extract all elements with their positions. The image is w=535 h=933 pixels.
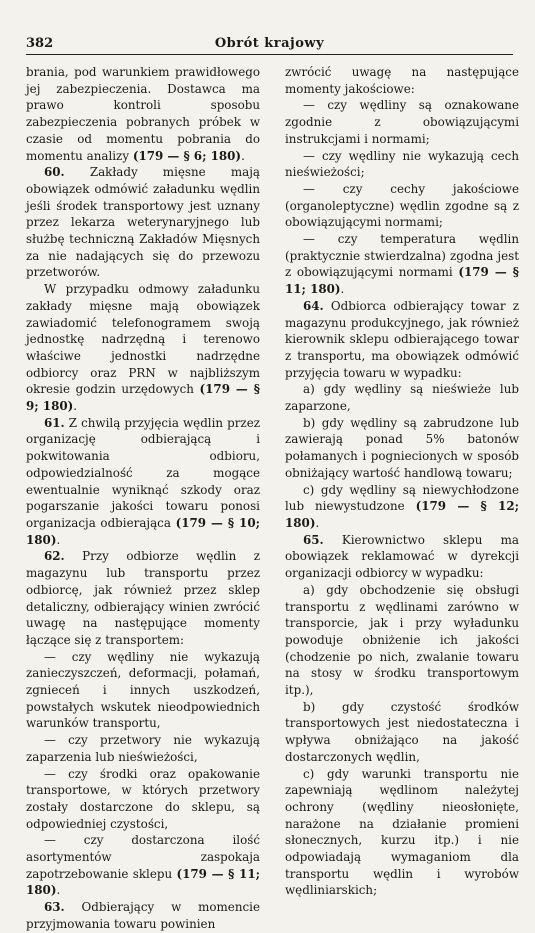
paragraph: zwrócić uwagę na następujące momenty jakościowe: [285,65,519,96]
list-item: b) gdy czystość środków transportowych jest niedostateczna i wpływa obniżająco na jakość dostarczonych wędlin, [285,699,519,764]
list-item: — czy wędliny nie wykazują zanieczyszczeń, deformacji, połamań, zgnieceń i innych uszkodzeń, powstałych wskutek nieodpowiednich warunków transportu, [26,649,260,731]
right-column [285,64,519,899]
list-item: — czy dostarczona ilość asortymentów zaspokaja zapotrzebowanie sklepu (179 — § 11; 180). [26,833,260,898]
list-item: — czy wędliny są oznakowane zgodnie z obowiązującymi instrukcjami i normami; [285,98,519,146]
list-item: — czy środki oraz opakowanie transportowe, w których przetwory zostały dostarczone do sklepu, są odpowiedniej czystości, [26,766,260,831]
list-item: — czy przetwory nie wykazują zaparzenia lub nieświeżości, [26,733,260,764]
paragraph: 62. Przy odbiorze wędlin z magazynu lub transportu przez odbiorcę, jak również przez sklep detaliczny, odbierający winien zwrócić uwagę na następujące momenty łączące się z transportem: [26,549,260,647]
paragraph: 63. Odbierający w momencie przyjmowania towaru powinien [26,900,260,931]
list-item: a) gdy obchodzenie się obsługi transportu z wędlinami zarówno w transporcie, jak i przy wyładunku powoduje obniżenie ich jakości (chodzenie po nich, zwalanie towaru na stosy w środku transportowym itp.), [285,582,519,698]
page-number: 382 [26,36,54,51]
left-column [26,64,260,933]
paragraph: 65. Kierownictwo sklepu ma obowiązek reklamować w dyrekcji organizacji odbiorcy w wypadku: [285,532,519,581]
paragraph: 64. Odbiorca odbierający towar z magazynu produkcyjnego, jak również kierownik sklepu odbierającego towar z transportu, ma obowiązek odmówić przyjęcia towaru w wypadku: [285,298,519,380]
paragraph: 60. Zakłady mięsne mają obowiązek odmówić załadunku wędlin jeśli środek transportowy jest uznany przez lekarza weterynaryjnego lub służbę techniczną Zakładów Mięsnych za nie nadających się do przewozu przetworów. [26,165,260,280]
list-item: — czy temperatura wędlin (praktycznie stwierdzalna) zgodna jest z obowiązującymi normami (179 — § 11; 180). [285,232,519,297]
list-item: c) gdy warunki transportu nie zapewniają wędlinom należytej ochrony (wędliny nieosłonięte, narażone na działanie promieni słonecznych, kurzu itp.) i nie odpowiadają wymaganiom dla transportu wędlin i wyrobów wędliniarskich; [285,766,519,898]
list-item: a) gdy wędliny są nieświeże lub zaparzone, [285,382,519,414]
list-item: — czy cechy jakościowe (organoleptyczne) wędlin zgodne są z obowiązującymi normami; [285,181,519,230]
running-title: Obrót krajowy [214,36,325,51]
paragraph: brania, pod warunkiem prawidłowego jej zabezpieczenia. Dostawca ma prawo kontroli sposobu zabezpieczenia pobranych próbek w czasie od momentu pobrania do momentu analizy (179 — § 6; 180). [26,65,260,163]
paragraph: W przypadku odmowy załadunku zakłady mięsne mają obowiązek zawiadomić telefonogramem swoją jednostkę nadrzędną i terenowo właściwe jednostki nadrzędne odbiorcy oraz PRN w najbliższym okresie godzin urzędowych (179 — § 9; 180). [26,282,260,414]
paragraph: 61. Z chwilą przyjęcia wędlin przez organizację odbierającą i pokwitowania odbioru, odpowiedzialność za mogące ewentualnie wyniknąć szkody oraz pogarszanie jakości towaru ponosi organizacja odbierająca (179 — § 10; 180). [26,415,260,547]
list-item: — czy wędliny nie wykazują cech nieświeżości; [285,148,519,180]
list-item: b) gdy wędliny są zabrudzone lub zawierają ponad 5% batonów połamanych i pogniecionych w sposób obniżający wartość handlową towaru; [285,415,519,480]
list-item: c) gdy wędliny są niewychłodzone lub niewystudzone (179 — § 12; 180). [285,482,519,530]
page-header [26,36,513,55]
